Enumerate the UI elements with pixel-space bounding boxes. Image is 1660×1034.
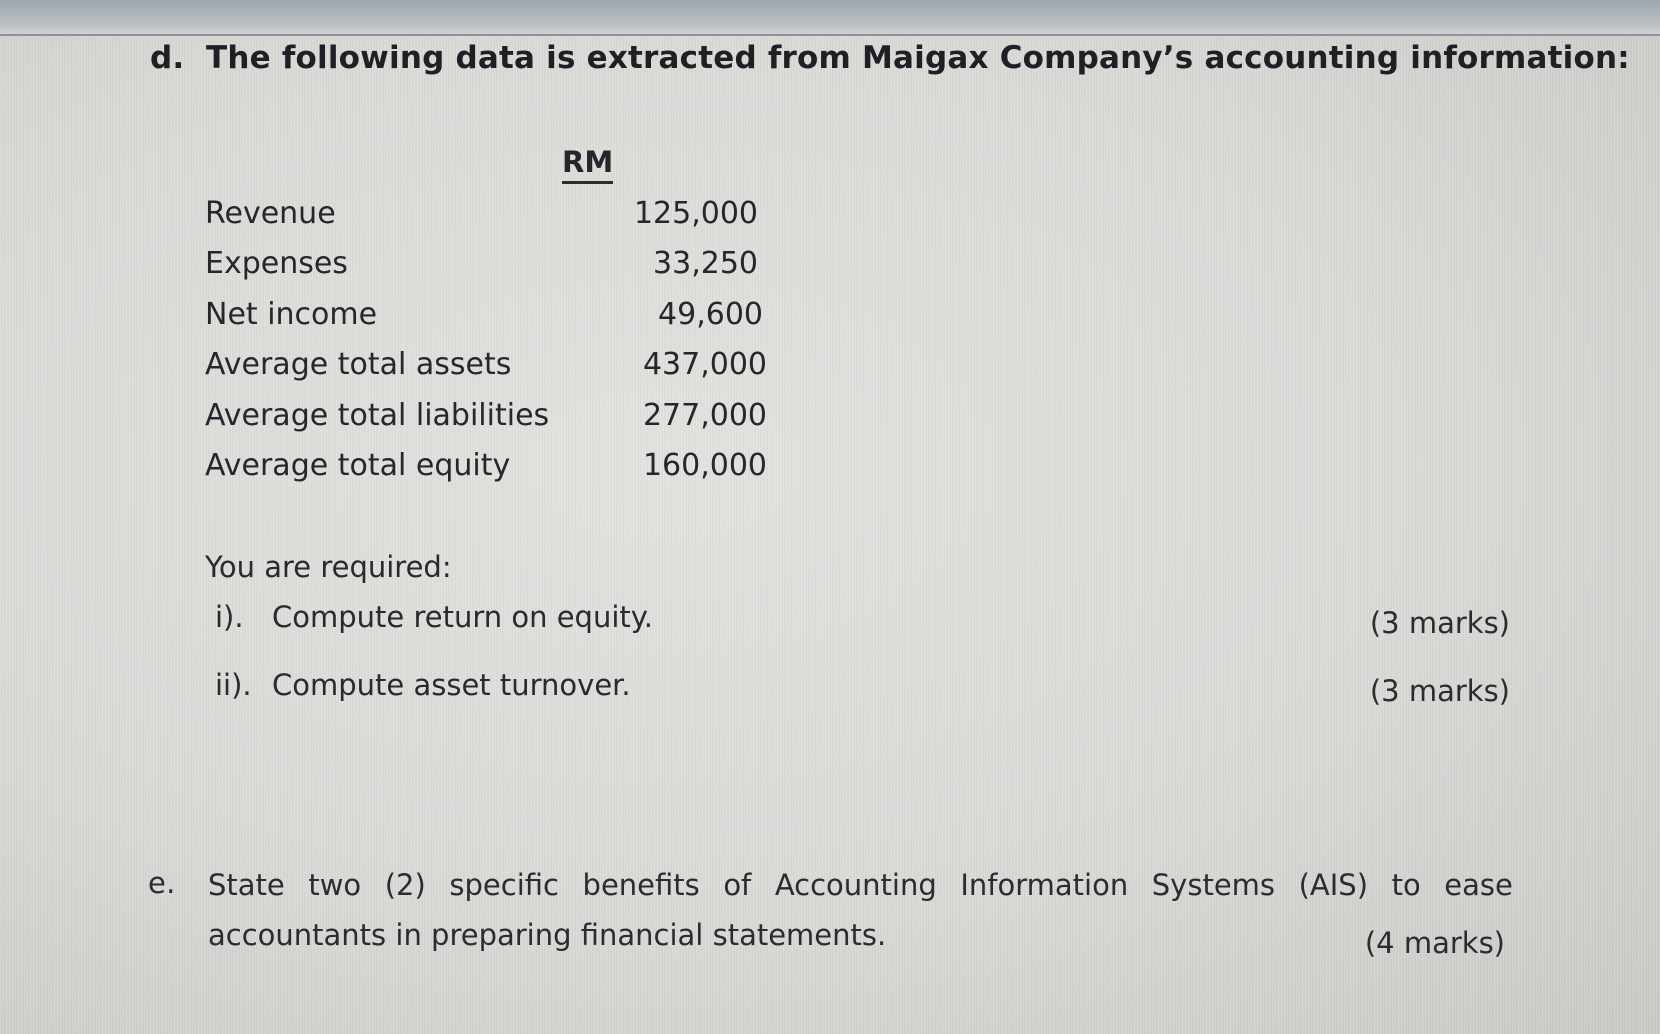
task-ii-text: Compute asset turnover. [272,668,631,702]
row-label-net-income: Net income [205,297,378,332]
question-e-word: ease [1444,868,1513,902]
row-label-expenses: Expenses [205,246,348,281]
question-e-text-line-2: accountants in preparing financial statements. [208,918,887,952]
row-value-net-income: 49,600 [658,297,763,332]
question-e-word: of [723,868,752,902]
question-e-word: Accounting [774,868,937,902]
row-value-average-total-equity: 160,000 [642,448,767,483]
row-label-average-total-liabilities: Average total liabilities [205,398,550,433]
question-d-heading [150,40,1630,76]
question-e-marker: e. [148,866,176,900]
question-e-word: (AIS) [1298,868,1369,902]
question-e-word: Information [960,868,1129,902]
row-label-average-total-assets: Average total assets [205,347,512,382]
question-e-marks: (4 marks) [1364,926,1505,960]
question-e-word: Systems [1151,868,1276,902]
row-value-average-total-liabilities: 277,000 [642,398,767,433]
row-value-revenue: 125,000 [633,196,758,231]
task-ii-number: ii). [215,668,252,702]
required-intro: You are required: [205,550,452,584]
question-e-word: benefits [582,868,700,902]
row-value-average-total-assets: 437,000 [642,347,767,382]
top-rule [0,34,1660,36]
question-e-word: (2) [384,868,426,902]
question-d-text: The following data is extracted from Maigax Company’s accounting information: [206,40,1630,76]
question-d-marker: d. [150,40,185,76]
task-i-number: i). [215,600,244,634]
row-label-average-total-equity: Average total equity [205,448,511,483]
currency-header: RM [562,145,613,184]
top-band [0,0,1660,34]
question-e-word: two [308,868,362,902]
question-e-word: specific [449,868,559,902]
task-i-marks: (3 marks) [1369,606,1510,640]
row-label-revenue: Revenue [205,196,336,231]
task-ii-marks: (3 marks) [1369,674,1510,708]
task-i-text: Compute return on equity. [272,600,653,634]
question-e-word: to [1391,868,1421,902]
question-e-text-line-1 [208,868,1513,902]
question-e-word: State [208,868,285,902]
question-e-line-1 [148,866,208,900]
row-value-expenses: 33,250 [653,246,758,281]
